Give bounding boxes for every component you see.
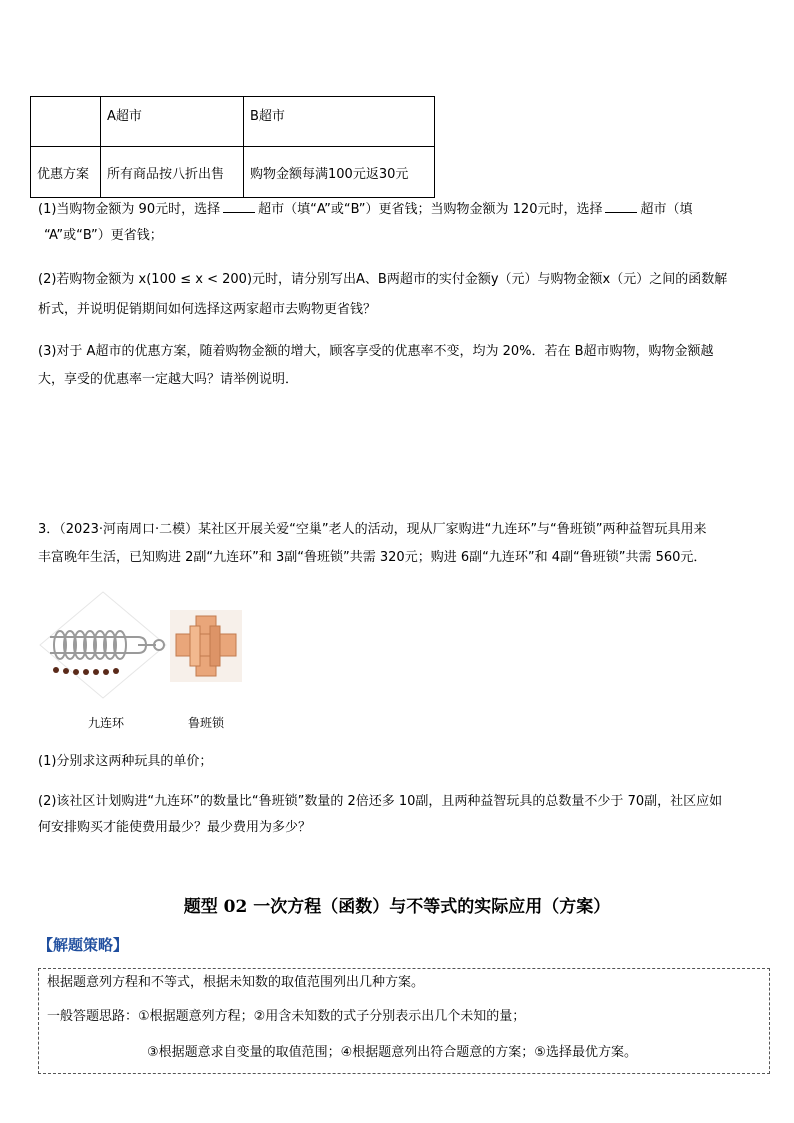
strategy-line-1: 根据题意列方程和不等式，根据未知数的取值范围列出几种方案。 bbox=[47, 975, 425, 990]
question-1-line-1 bbox=[38, 200, 693, 220]
problem-3-sub-2-line-1: (2)该社区计划购进“九连环”的数量比“鲁班锁”数量的 2倍还多 10副，且两种益智玩具的总数量不少于 70副，社区应如 bbox=[38, 794, 723, 809]
table-header-row bbox=[31, 97, 435, 147]
question-3-line-1: (3)对于 A超市的优惠方案，随着购物金额的增大，顾客享受的优惠率不变，均为 20%．若在 B超市购物，购物金额越 bbox=[38, 344, 714, 359]
table-offer-row bbox=[31, 147, 435, 198]
problem-3-line-2: 丰富晚年生活，已知购进 2副“九连环”和 3副“鲁班锁”共需 320元；购进 6副“九连环”和 4副“鲁班锁”共需 560元． bbox=[38, 550, 707, 565]
problem-3-line-1: 3．（2023·河南周口·二模）某社区开展关爱“空巢”老人的活动，现从厂家购进“九连环”与“鲁班锁”两种益智玩具用来 bbox=[38, 522, 707, 537]
q1-text-c: 超市（填 bbox=[640, 202, 693, 217]
header-supermarket-b: B超市 bbox=[244, 97, 435, 147]
question-3-line-2: 大，享受的优惠率一定越大吗？请举例说明． bbox=[38, 372, 299, 387]
answer-blank[interactable] bbox=[605, 200, 637, 213]
strategy-line-2: 一般答题思路：①根据题意列方程；②用含未知数的式子分别表示出几个未知的量； bbox=[47, 1009, 526, 1024]
row-label: 优惠方案 bbox=[31, 147, 101, 198]
question-2-line-1: (2)若购物金额为 x(100 ≤ x < 200)元时，请分别写出A、B两超市的实付金额y（元）与购物金额x（元）之间的函数解 bbox=[38, 272, 728, 287]
problem-3-sub-2-line-2: 何安排购买才能使费用最少？最少费用为多少？ bbox=[38, 820, 312, 835]
answer-blank[interactable] bbox=[223, 200, 255, 213]
header-supermarket-a: A超市 bbox=[101, 97, 244, 147]
problem-3-sub-1: (1)分别求这两种玩具的单价； bbox=[38, 754, 213, 769]
luban-lock-image bbox=[170, 610, 242, 682]
strategy-box bbox=[38, 968, 770, 1074]
nine-linked-rings-image bbox=[38, 590, 168, 700]
offer-b-cell: 购物金额每满100元返30元 bbox=[244, 147, 435, 198]
caption-nine-rings: 九连环 bbox=[88, 716, 125, 730]
q1-text-b: 超市（填“A”或“B”）更省钱；当购物金额为 120元时，选择 bbox=[258, 202, 603, 217]
question-1-line-2: “A”或“B”）更省钱； bbox=[44, 228, 163, 243]
section-title: 题型 02 一次方程（函数）与不等式的实际应用（方案） bbox=[183, 897, 611, 917]
question-2-line-2: 析式，并说明促销期间如何选择这两家超市去购物更省钱？ bbox=[38, 302, 377, 317]
caption-luban-lock: 鲁班锁 bbox=[188, 716, 225, 730]
q1-text-a: (1)当购物金额为 90元时，选择 bbox=[38, 202, 221, 217]
strategy-line-3: ③根据题意求自变量的取值范围；④根据题意列出符合题意的方案；⑤选择最优方案。 bbox=[147, 1045, 637, 1060]
strategy-label: 【解题策略】 bbox=[38, 936, 129, 954]
promotion-table bbox=[30, 96, 435, 198]
offer-a-cell: 所有商品按八折出售 bbox=[101, 147, 244, 198]
table-corner-cell bbox=[31, 97, 101, 147]
